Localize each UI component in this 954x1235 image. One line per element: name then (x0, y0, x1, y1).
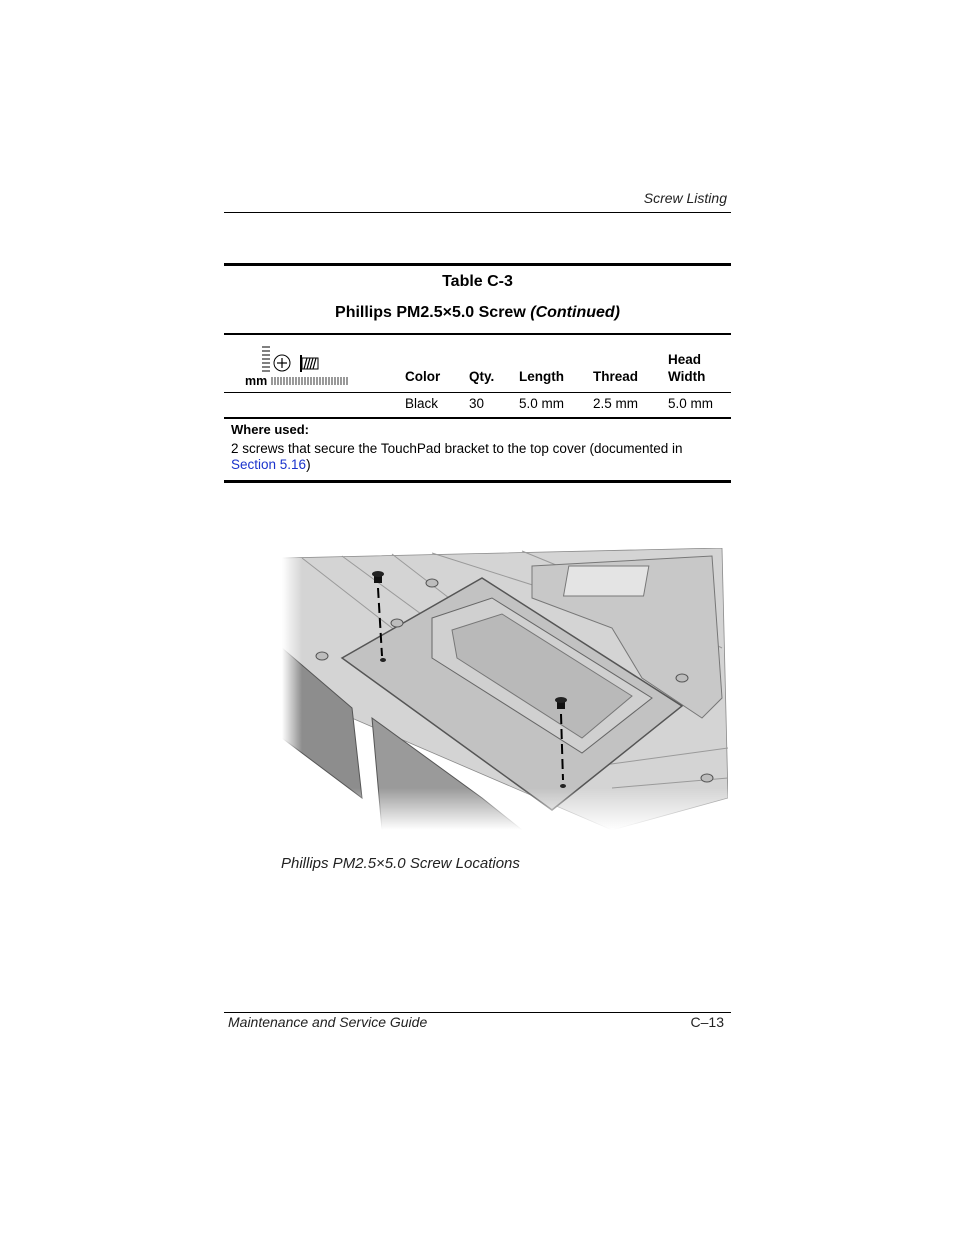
table-title-continued: (Continued) (530, 304, 620, 321)
col-header-thread: Thread (593, 369, 639, 384)
phillips-screw-icon (274, 355, 290, 371)
table-top-rule (224, 263, 731, 266)
cell-thread: 2.5 mm (593, 396, 639, 411)
screw-location-illustration (282, 548, 728, 830)
header-rule (224, 212, 731, 213)
table-title (224, 304, 731, 322)
table-title-text: Phillips PM2.5×5.0 Screw (335, 304, 526, 321)
table-number: Table C-3 (442, 273, 513, 290)
where-used-close: ) (306, 457, 311, 472)
cell-head-width: 5.0 mm (668, 396, 714, 411)
cell-color: Black (405, 396, 439, 411)
col-header-head-width-line1: Head (668, 352, 702, 367)
col-header-head-width (668, 351, 705, 385)
table-row-rule (224, 392, 731, 393)
footer-guide-title: Maintenance and Service Guide (228, 1014, 428, 1030)
running-header: Screw Listing (643, 190, 727, 206)
where-used-label: Where used: (231, 422, 310, 437)
table-header-rule (224, 333, 731, 335)
mm-ruler-icon (262, 347, 270, 371)
mm-ruler-scale (272, 377, 347, 385)
col-header-length: Length (519, 369, 564, 384)
screw-thread-icon (300, 355, 318, 372)
table-where-rule (224, 417, 731, 419)
col-header-color: Color (405, 369, 441, 384)
mm-label: mm (245, 374, 268, 388)
page-number: C–13 (690, 1014, 724, 1030)
where-used-description: 2 screws that secure the TouchPad bracket to the top cover (documented in (231, 441, 683, 456)
section-link[interactable]: Section 5.16 (231, 457, 307, 472)
col-header-head-width-line2: Width (668, 369, 706, 384)
footer-rule (224, 1012, 731, 1013)
cell-length: 5.0 mm (519, 396, 565, 411)
col-header-qty: Qty. (469, 369, 495, 384)
figure-caption: Phillips PM2.5×5.0 Screw Locations (281, 855, 520, 872)
where-used-text (231, 441, 721, 473)
table-bottom-rule (224, 480, 731, 483)
cell-qty: 30 (469, 396, 485, 411)
